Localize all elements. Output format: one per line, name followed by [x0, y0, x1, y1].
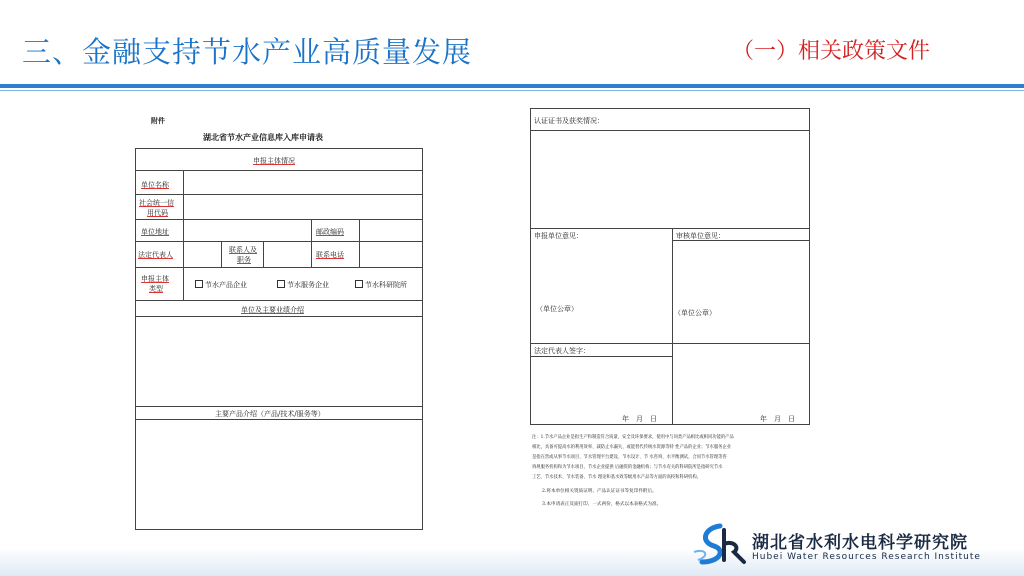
label-applicant-opinion: 申报单位意见：	[534, 232, 583, 240]
title-divider	[0, 84, 1024, 88]
label-unit-address: 单位地址	[141, 228, 169, 236]
institute-name-en: Hubei Water Resources Research Institute	[752, 552, 981, 562]
seal-right: （单位公章）	[674, 309, 716, 317]
note-1d: 询规服务机构和为节水项目、节水企业提供 后融资的金融机构；与节水有关的科研院所是指研究节水	[532, 465, 723, 470]
date-right: 年 月 日	[760, 415, 795, 423]
note-1e: 工艺、节水技术、节水装备、节水 理论和基水效等级用水产品等方面的高校和科研机构。	[532, 475, 701, 480]
label-credit-code-2: 用代码	[147, 209, 168, 217]
section-products: 主要产品介绍（产品/技术/服务等）	[215, 410, 325, 418]
label-credit-code-1: 社会统一信	[139, 199, 174, 207]
attachment-label: 附件	[151, 116, 165, 125]
note-1b: 相比，具备可提高水的利用效率、减防止水漏失、或能替代传统水资源等特 性产品的企业；节水服务企业	[532, 445, 732, 450]
form-title: 湖北省节水产业信息库入库申请表	[203, 132, 323, 142]
option-research-institute[interactable]: 节水科研院所	[355, 280, 407, 290]
checkbox-icon[interactable]	[195, 280, 203, 288]
date-left: 年 月 日	[622, 415, 657, 423]
label-contact-1: 联系人及	[229, 246, 257, 254]
title-divider-thin	[0, 90, 1024, 91]
note-1c: 是指在营或从事节水项目、节水管理平台建设、节水设计、节 水咨询、水平衡测试、合同节水管理等咨	[532, 455, 727, 460]
section-intro: 单位及主要业绩介绍	[241, 306, 304, 314]
option-service-enterprise[interactable]: 节水服务企业	[277, 280, 329, 290]
option-product-enterprise[interactable]: 节水产品企业	[195, 280, 247, 290]
seal-left: （单位公章）	[536, 305, 578, 313]
label-certificates: 认证证书及获奖情况：	[534, 117, 604, 125]
label-contact-phone: 联系电话	[316, 251, 344, 259]
institute-name: 湖北省水利水电科学研究院	[752, 533, 968, 553]
form-page-1	[133, 108, 425, 538]
label-contact-2: 职务	[237, 256, 251, 264]
institute-logo-icon	[690, 522, 750, 566]
label-postal-code: 邮政编码	[316, 228, 344, 236]
note-3: 3.本申请表正反面打印，一式两份，格式以本表格式为准。	[542, 502, 662, 507]
label-legal-signature: 法定代表人签字：	[534, 347, 590, 355]
form-page-2	[530, 108, 813, 533]
slide-subtitle: （一）相关政策文件	[732, 39, 931, 64]
checkbox-icon[interactable]	[355, 280, 363, 288]
slide-title: 三、金融支持节水产业高质量发展	[22, 35, 473, 69]
label-subject-type-1: 申报主体	[141, 275, 169, 283]
label-legal-rep: 法定代表人	[138, 251, 173, 259]
label-unit-name: 单位名称	[141, 181, 169, 189]
note-1: 注：1.节水产品企业是指生产和制造符合质量、安全及环保要求，使用中与同类产品相比或相同功能的产品	[532, 435, 734, 440]
note-2: 2.将本单位相关资质证明、产品认证证书等复印件附后。	[542, 489, 657, 494]
checkbox-icon[interactable]	[277, 280, 285, 288]
section-applicant: 申报主体情况	[253, 157, 295, 165]
label-subject-type-2: 类型	[149, 285, 163, 293]
label-review-opinion: 审核单位意见：	[676, 232, 725, 240]
